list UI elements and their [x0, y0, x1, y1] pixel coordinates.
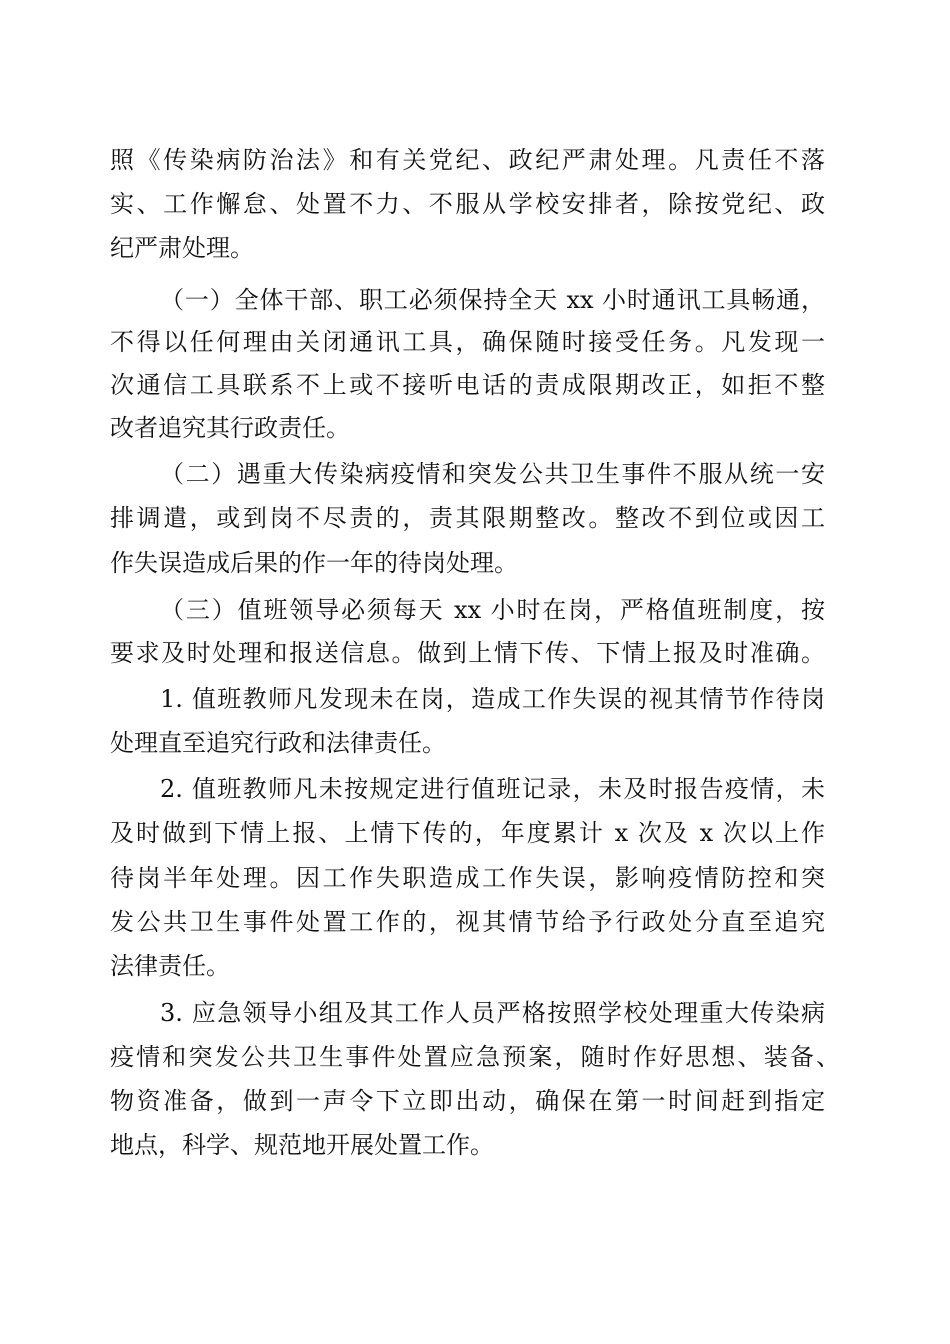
text-line: 作失误造成后果的作一年的待岗处理。 [110, 549, 518, 577]
text-line: 实、工作懈怠、处置不力、不服从学校安排者，除按党纪、政 [110, 190, 825, 218]
text-line: 疫情和突发公共卫生事件处置应急预案，随时作好思想、装备、 [110, 1043, 840, 1071]
text-line: 不得以任何理由关闭通讯工具，确保随时接受任务。凡发现一 [110, 328, 825, 356]
section-heading-line: （三）值班领导必须每天 xx 小时在岗，严格值班制度，按 [160, 596, 825, 624]
text-line: 要求及时处理和报送信息。做到上情下传、下情上报及时准确。 [110, 639, 825, 667]
text-line: 发公共卫生事件处置工作的，视其情节给予行政处分直至追究 [110, 908, 825, 936]
text-line: 排调遣，或到岗不尽责的，责其限期整改。整改不到位或因工 [110, 504, 825, 532]
text-line: 法律责任。 [110, 952, 230, 980]
text-line: 及时做到下情上报、上情下传的，年度累计 x 次及 x 次以上作 [110, 819, 825, 847]
text-line: 地点，科学、规范地开展处置工作。 [110, 1131, 494, 1159]
numbered-item-line: 2. 值班教师凡未按规定进行值班记录，未及时报告疫情，未 [160, 775, 825, 803]
section-heading-line: （一）全体干部、职工必须保持全天 xx 小时通讯工具畅通， [160, 286, 825, 314]
text-line: 待岗半年处理。因工作失职造成工作失误，影响疫情防控和突 [110, 864, 825, 892]
text-line: 处理直至追究行政和法律责任。 [110, 729, 446, 757]
text-line: 纪严肃处理。 [110, 234, 254, 262]
numbered-item-line: 1. 值班教师凡发现未在岗，造成工作失误的视其情节作待岗 [160, 685, 825, 713]
text-line: 次通信工具联系不上或不接听电话的责成限期改正，如拒不整 [110, 371, 825, 399]
text-line: 物资准备，做到一声令下立即出动，确保在第一时间赶到指定 [110, 1087, 825, 1115]
text-line: 改者追究其行政责任。 [110, 414, 350, 442]
text-line: 照《传染病防治法》和有关党纪、政纪严肃处理。凡责任不落 [110, 146, 825, 174]
numbered-item-line: 3. 应急领导小组及其工作人员严格按照学校处理重大传染病 [160, 999, 825, 1027]
section-heading-line: （二）遇重大传染病疫情和突发公共卫生事件不服从统一安 [160, 460, 825, 488]
